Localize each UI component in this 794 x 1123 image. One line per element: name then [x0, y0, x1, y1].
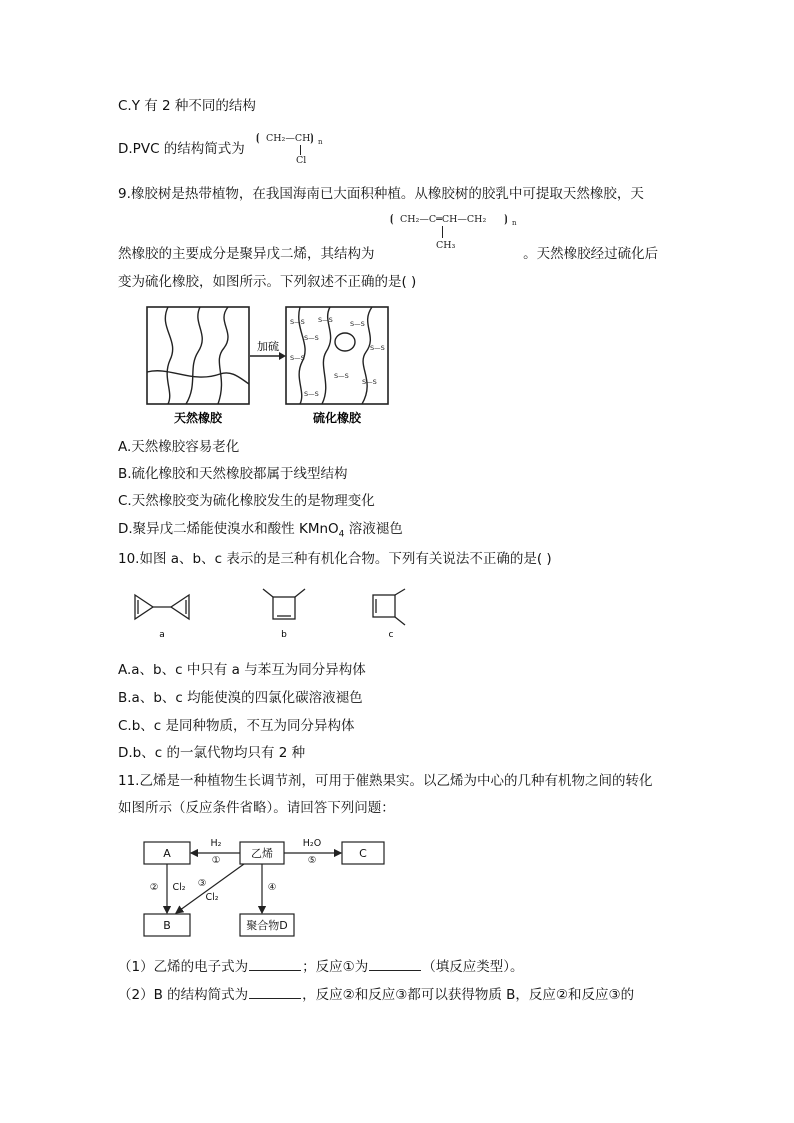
q10-option-d: D.b、c 的一氯代物均只有 2 种 [118, 745, 306, 761]
polymer-n: n [512, 219, 517, 227]
q11-sub1-a: （1）乙烯的电子式为 [118, 959, 249, 975]
q9-stem-line1: 9.橡胶树是热带植物，在我国海南已大面积种植。从橡胶树的胶乳中可提取天然橡胶，天 [118, 186, 644, 202]
pvc-formula [256, 130, 346, 170]
reaction-2-label: ② [149, 882, 159, 893]
q9-option-c: C.天然橡胶变为硫化橡胶发生的是物理变化 [118, 493, 375, 509]
polymer-bracket-close: ⦘ [310, 131, 314, 144]
arrow-3 [176, 864, 244, 913]
q11-sub2-b: ，反应②和反应③都可以获得物质 B，反应②和反应③的 [302, 987, 635, 1003]
reaction-3-label: ③ [197, 878, 207, 889]
q11-stem-line2: 如图所示（反应条件省略）。请回答下列问题： [118, 800, 395, 816]
bond-line [442, 226, 443, 238]
q9-option-d [118, 519, 403, 545]
answer-blank[interactable] [249, 956, 301, 971]
reagent-1: H₂ [210, 838, 222, 849]
answer-blank[interactable] [369, 956, 421, 971]
polyisoprene-formula-main: CH₂—C═CH—CH₂ [400, 214, 487, 225]
q10-stem: 10.如图 a、b、c 表示的是三种有机化合物。下列有关说法不正确的是( ) [118, 551, 552, 567]
sulfur-bridge: S—S [334, 372, 349, 380]
q9-stem-line2 [118, 244, 658, 264]
sulfur-bridge: S—S [304, 390, 319, 398]
q9-stem-line3: 变为硫化橡胶，如图所示。下列叙述不正确的是( ) [118, 274, 417, 290]
polymer-bracket-open: ⦗ [256, 131, 260, 144]
q10-structures-figure [125, 585, 425, 645]
box-a-label: A [163, 847, 171, 860]
q9-option-d-b: 溶液褪色 [344, 521, 403, 537]
structure-label-c: c [388, 630, 394, 640]
ethylene-conversion-diagram [140, 830, 400, 942]
sulfur-bridge: S—S [350, 320, 365, 328]
q9-stem-line2-b: 。天然橡胶经过硫化后 [523, 246, 659, 262]
q10-option-c: C.b、c 是同种物质，不互为同分异构体 [118, 718, 355, 734]
structure-label-a: a [159, 630, 165, 640]
q10-option-a: A.a、b、c 中只有 a 与苯互为同分异构体 [118, 662, 366, 678]
natural-rubber-caption: 天然橡胶 [173, 411, 223, 425]
structure-label-b: b [281, 630, 287, 640]
box-ethylene-label: 乙烯 [251, 847, 273, 860]
q11-sub2 [118, 984, 634, 1005]
bond-line [300, 145, 301, 155]
reagent-5: H₂O [302, 838, 322, 849]
pvc-formula-main: CH₂—CH [266, 133, 311, 144]
sulfur-bridges [290, 316, 385, 398]
q11-sub1 [118, 956, 523, 977]
rubber-vulcanization-figure [140, 300, 400, 430]
box-d-label: 聚合物D [246, 919, 288, 932]
q8-option-d: D.PVC 的结构简式为 [118, 141, 245, 157]
box-b-label: B [163, 919, 171, 932]
arrow-label: 加硫 [257, 340, 279, 353]
sulfur-bridge: S—S [304, 334, 319, 342]
natural-rubber-chains [147, 307, 249, 404]
reaction-4-label: ④ [267, 882, 277, 893]
answer-blank[interactable] [249, 984, 301, 999]
reaction-5-label: ⑤ [307, 855, 317, 866]
q9-option-d-sub: 4 [338, 529, 345, 540]
reaction-1-label: ① [211, 855, 221, 866]
q11-sub1-c: （填反应类型）。 [422, 959, 524, 975]
structure-a [135, 595, 189, 619]
q9-option-a: A.天然橡胶容易老化 [118, 439, 240, 455]
reagent-2: Cl₂ [172, 882, 186, 893]
pvc-formula-sub: Cl [296, 155, 307, 166]
q9-option-b: B.硫化橡胶和天然橡胶都属于线型结构 [118, 466, 348, 482]
reagent-3: Cl₂ [205, 892, 219, 903]
sulfur-bridge: S—S [370, 344, 385, 352]
sulfur-bridge: S—S [318, 316, 333, 324]
polymer-n: n [318, 138, 323, 146]
polymer-bracket-close: ⦘ [504, 212, 508, 225]
q11-sub2-a: （2）B 的结构简式为 [118, 987, 249, 1003]
structure-b [263, 589, 305, 619]
sulfur-bridge: S—S [290, 318, 305, 326]
polyisoprene-formula-sub: CH₃ [436, 240, 456, 251]
q10-option-b: B.a、b、c 均能使溴的四氯化碳溶液褪色 [118, 690, 363, 706]
polymer-bracket-open: ⦗ [390, 212, 394, 225]
sulfur-bridge: S—S [362, 378, 377, 386]
q11-stem-line1: 11.乙烯是一种植物生长调节剂，可用于催熟果实。以乙烯为中心的几种有机物之间的转化 [118, 773, 653, 789]
sulfur-bridge: S—S [290, 354, 305, 362]
q8-option-c: C.Y 有 2 种不同的结构 [118, 98, 256, 114]
box-c-label: C [359, 847, 367, 860]
structure-c [373, 589, 405, 625]
q11-sub1-b: ；反应①为 [302, 959, 369, 975]
q9-stem-line2-a: 然橡胶的主要成分是聚异戊二烯，其结构为 [118, 246, 375, 262]
arrow-head [279, 352, 286, 360]
vulcanized-rubber-caption: 硫化橡胶 [312, 411, 362, 425]
q9-option-d-a: D.聚异戊二烯能使溴水和酸性 KMnO [118, 521, 339, 537]
